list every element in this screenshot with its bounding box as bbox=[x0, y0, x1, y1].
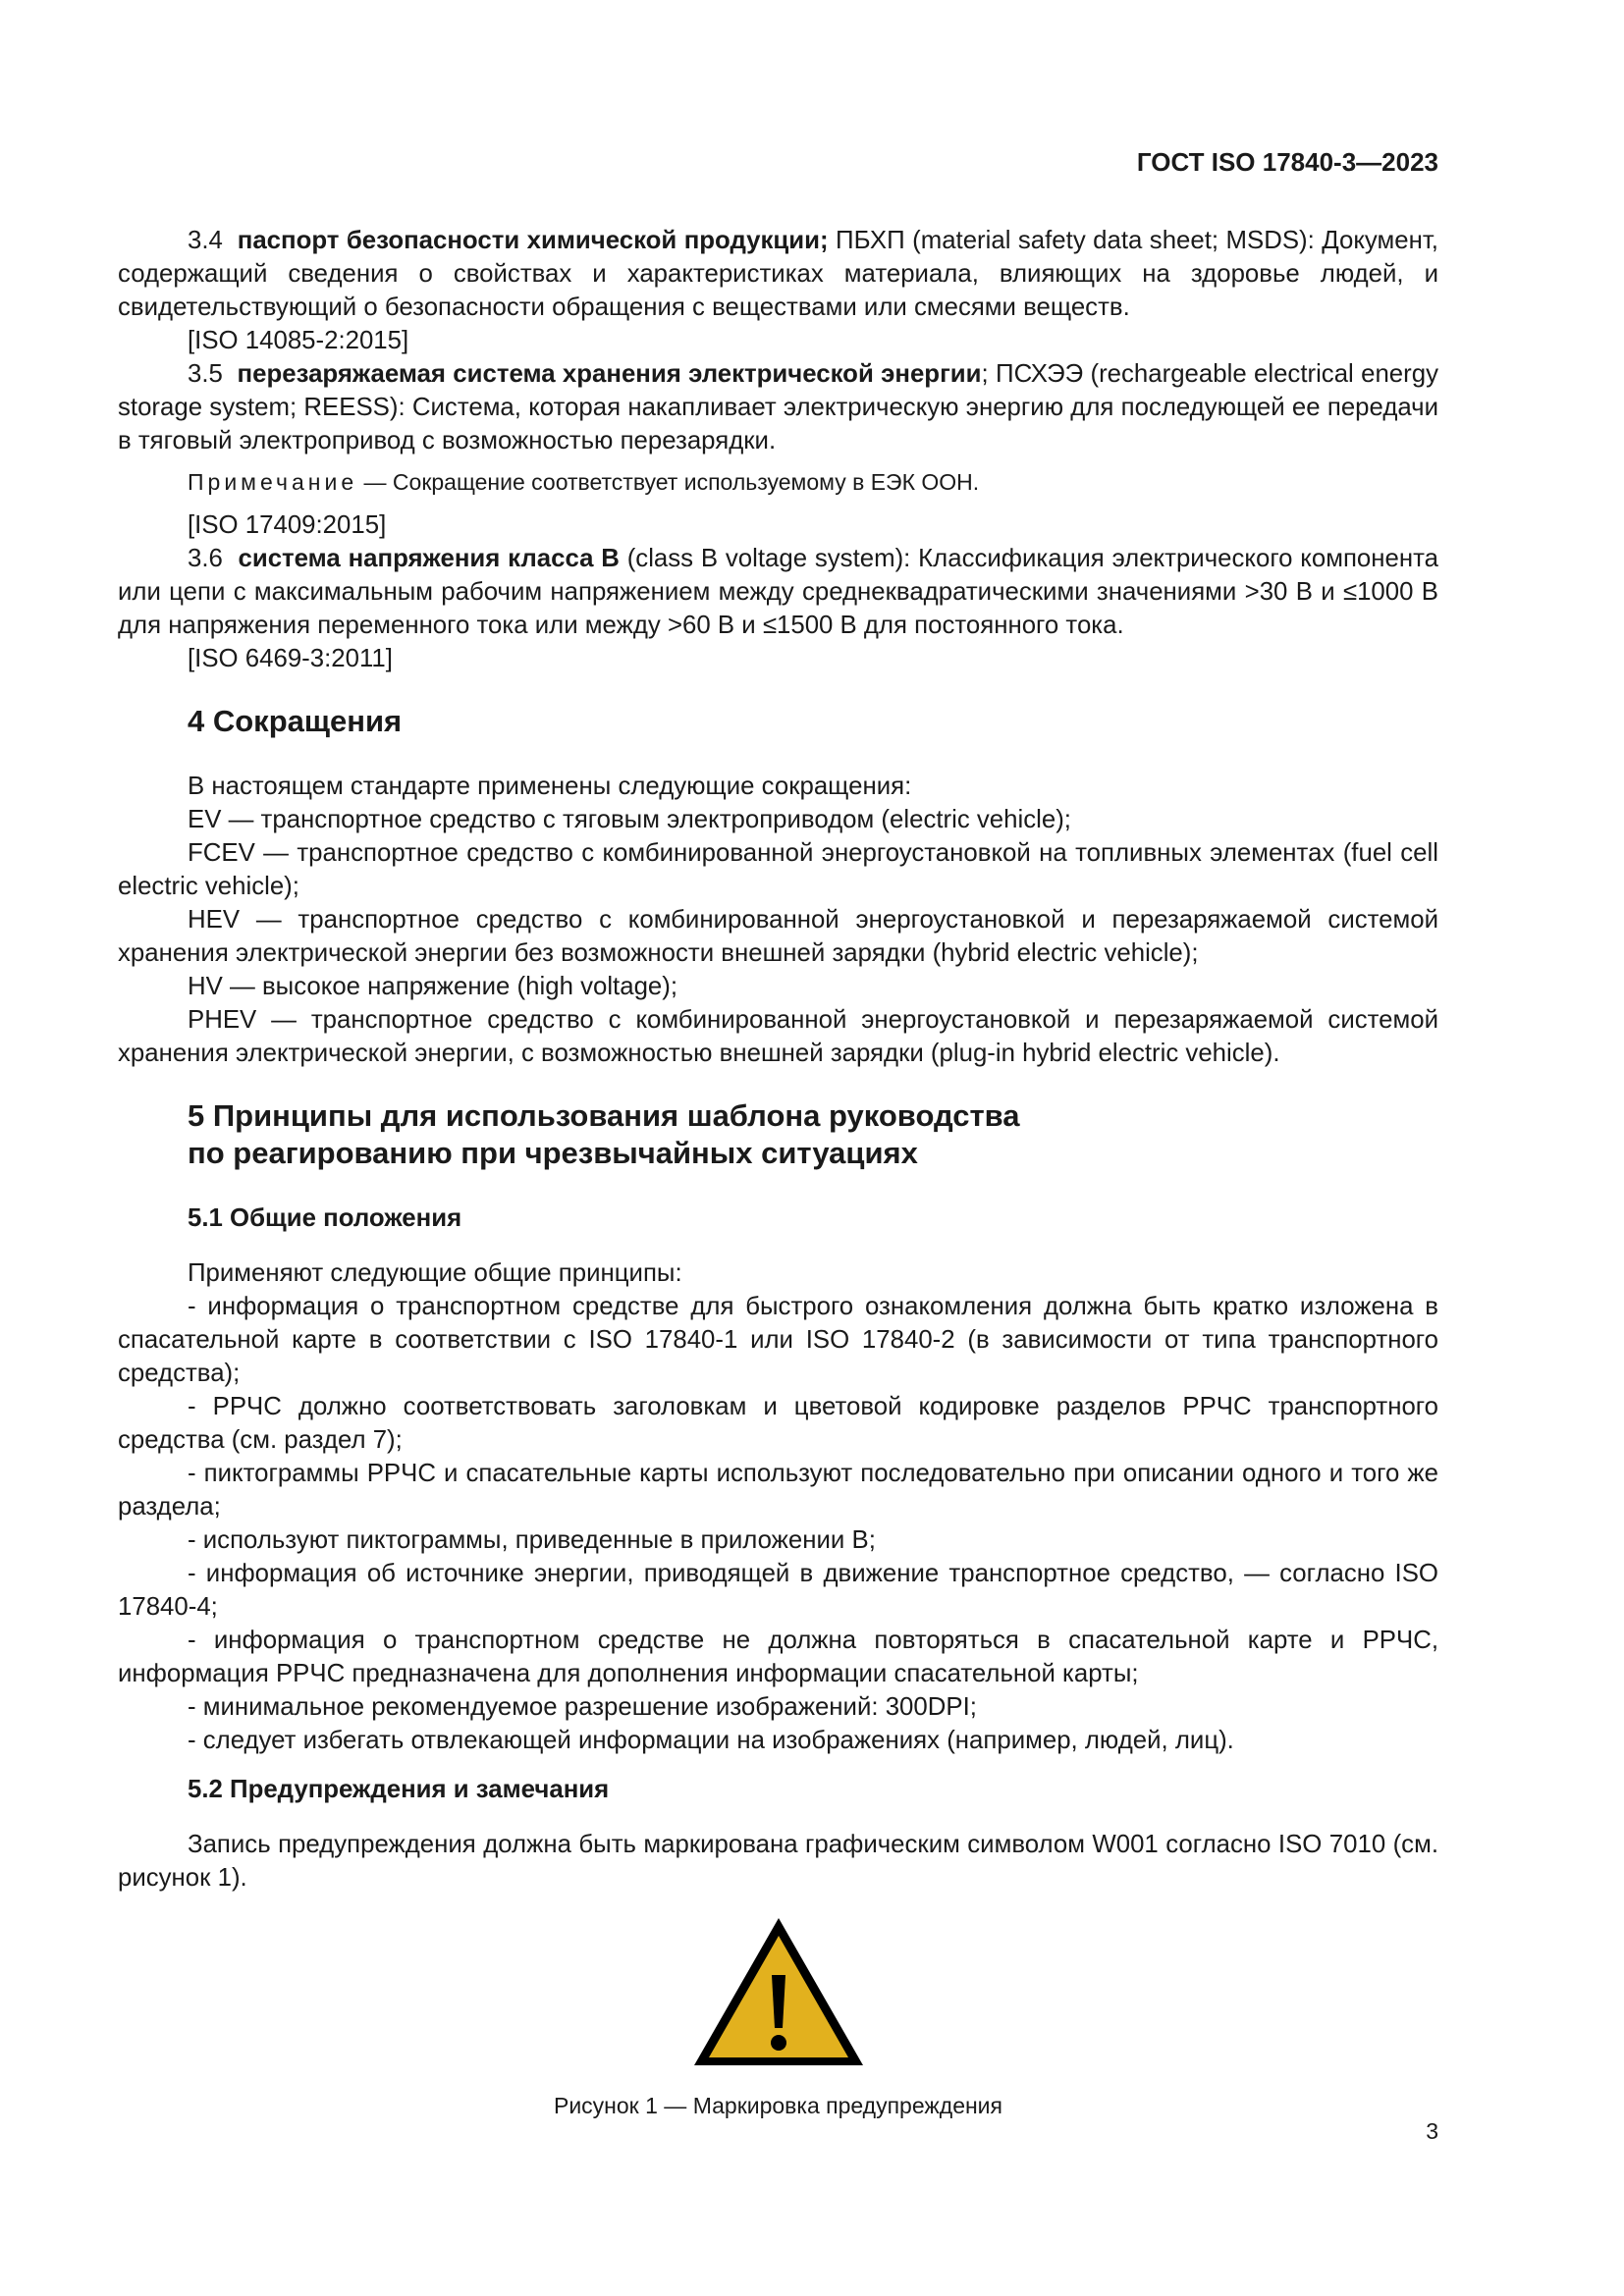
principle-item: - информация об источнике энергии, приводящей в движение транспортное средство, — согласно ISO 17840-4; bbox=[118, 1560, 1438, 1621]
definition-source: [ISO 17409:2015] bbox=[188, 511, 387, 539]
principle-item: - минимальное рекомендуемое разрешение изображений: 300DPI; bbox=[188, 1693, 977, 1721]
definition-number: 3.4 bbox=[188, 227, 223, 254]
section-5-heading-line: по реагированию при чрезвычайных ситуациях bbox=[188, 1136, 918, 1170]
section-4-intro: В настоящем стандарте применены следующие сокращения: bbox=[188, 773, 912, 800]
section-4-heading: 4 Сокращения bbox=[188, 704, 403, 738]
definition-3-4 bbox=[118, 224, 1438, 324]
principle-item: - информация о транспортном средстве не должна повторяться в спасательной карте и РРЧС, информация РРЧС предназначена для дополнения информации спасательной карты; bbox=[118, 1627, 1438, 1687]
note bbox=[118, 467, 1438, 497]
figure-caption: Рисунок 1 — Маркировка предупреждения bbox=[553, 2093, 1002, 2118]
definition-source: [ISO 6469-3:2011] bbox=[188, 645, 393, 672]
section-5-heading bbox=[188, 1097, 1438, 1172]
abbreviation-item: HV — высокое напряжение (high voltage); bbox=[188, 973, 678, 1000]
definition-number: 3.6 bbox=[188, 545, 223, 572]
abbreviation-item: PHEV — транспортное средство с комбинированной энергоустановкой и перезаряжаемой системой хранения электрической энергии, с возможностью внешней зарядки (plug-in hybrid electric vehicle). bbox=[118, 1006, 1438, 1067]
principle-item: - используют пиктограммы, приведенные в приложении В; bbox=[188, 1526, 876, 1554]
definition-term: перезаряжаемая система хранения электрической энергии bbox=[237, 360, 982, 388]
page-content bbox=[118, 224, 1438, 2120]
principle-item: - пиктограммы РРЧС и спасательные карты используют последовательно при описании одного и того же раздела; bbox=[118, 1460, 1438, 1521]
section-5-1-intro: Применяют следующие общие принципы: bbox=[188, 1259, 682, 1287]
figure-1 bbox=[118, 1914, 1438, 2120]
definition-term: система напряжения класса В bbox=[238, 545, 620, 572]
section-5-2-text: Запись предупреждения должна быть маркирована графическим символом W001 согласно ISO 7010 (см. рисунок 1). bbox=[118, 1831, 1438, 1892]
page-number: 3 bbox=[1426, 2118, 1438, 2144]
definition-3-6 bbox=[118, 542, 1438, 642]
definition-text: ПБХП (material safety data sheet; MSDS): Документ, содержащий сведения о свойствах и характеристиках материала, влияющих на здоровье людей, и свидетельствующий о безопасности обращения с веществами или смесями веществ. bbox=[118, 227, 1438, 321]
definition-number: 3.5 bbox=[188, 360, 223, 388]
section-5-2-heading: 5.2 Предупреждения и замечания bbox=[188, 1776, 610, 1803]
abbreviation-item: HEV — транспортное средство с комбинированной энергоустановкой и перезаряжаемой системой хранения электрической энергии без возможности внешней зарядки (hybrid electric vehicle); bbox=[118, 906, 1438, 967]
note-text: — Сокращение соответствует используемому в ЕЭК ООН. bbox=[357, 469, 980, 495]
principle-item: - следует избегать отвлекающей информации на изображениях (например, людей, лиц). bbox=[188, 1727, 1234, 1754]
definition-3-5 bbox=[118, 357, 1438, 457]
principle-item: - информация о транспортном средстве для быстрого ознакомления должна быть кратко изложена в спасательной карте в соответствии с ISO 17840-1 или ISO 17840-2 (в зависимости от типа транспортного средства); bbox=[118, 1293, 1438, 1387]
definition-text: (class B voltage system): Классификация электрического компонента или цепи с максимальным рабочим напряжением между среднеквадратическими значениями >30 В и ≤1000 В для напряжения переменного тока или между >60 В и ≤1500 В для постоянного тока. bbox=[118, 545, 1438, 639]
standard-id-header: ГОСТ ISO 17840-3—2023 bbox=[1136, 147, 1438, 177]
section-5-heading-line: 5 Принципы для использования шаблона руководства bbox=[188, 1098, 1020, 1133]
note-label: Примечание bbox=[188, 469, 358, 495]
abbreviation-item: EV — транспортное средство с тяговым электроприводом (electric vehicle); bbox=[188, 806, 1071, 833]
definition-term: паспорт безопасности химической продукции; bbox=[237, 227, 829, 254]
warning-triangle-icon bbox=[690, 1914, 867, 2069]
definition-text: ; ПСХЭЭ (rechargeable electrical energy storage system; REESS): Система, которая накапливает электрическую энергию для последующей ее передачи в тяговый электропривод с возможностью перезарядки. bbox=[118, 360, 1438, 454]
abbreviation-item: FCEV — транспортное средство с комбинированной энергоустановкой на топливных элементах (fuel cell electric vehicle); bbox=[118, 839, 1438, 900]
section-5-1-heading: 5.1 Общие положения bbox=[188, 1204, 462, 1232]
principle-item: - РРЧС должно соответствовать заголовкам и цветовой кодировке разделов РРЧС транспортного средства (см. раздел 7); bbox=[118, 1393, 1438, 1454]
definition-source: [ISO 14085-2:2015] bbox=[188, 327, 409, 354]
